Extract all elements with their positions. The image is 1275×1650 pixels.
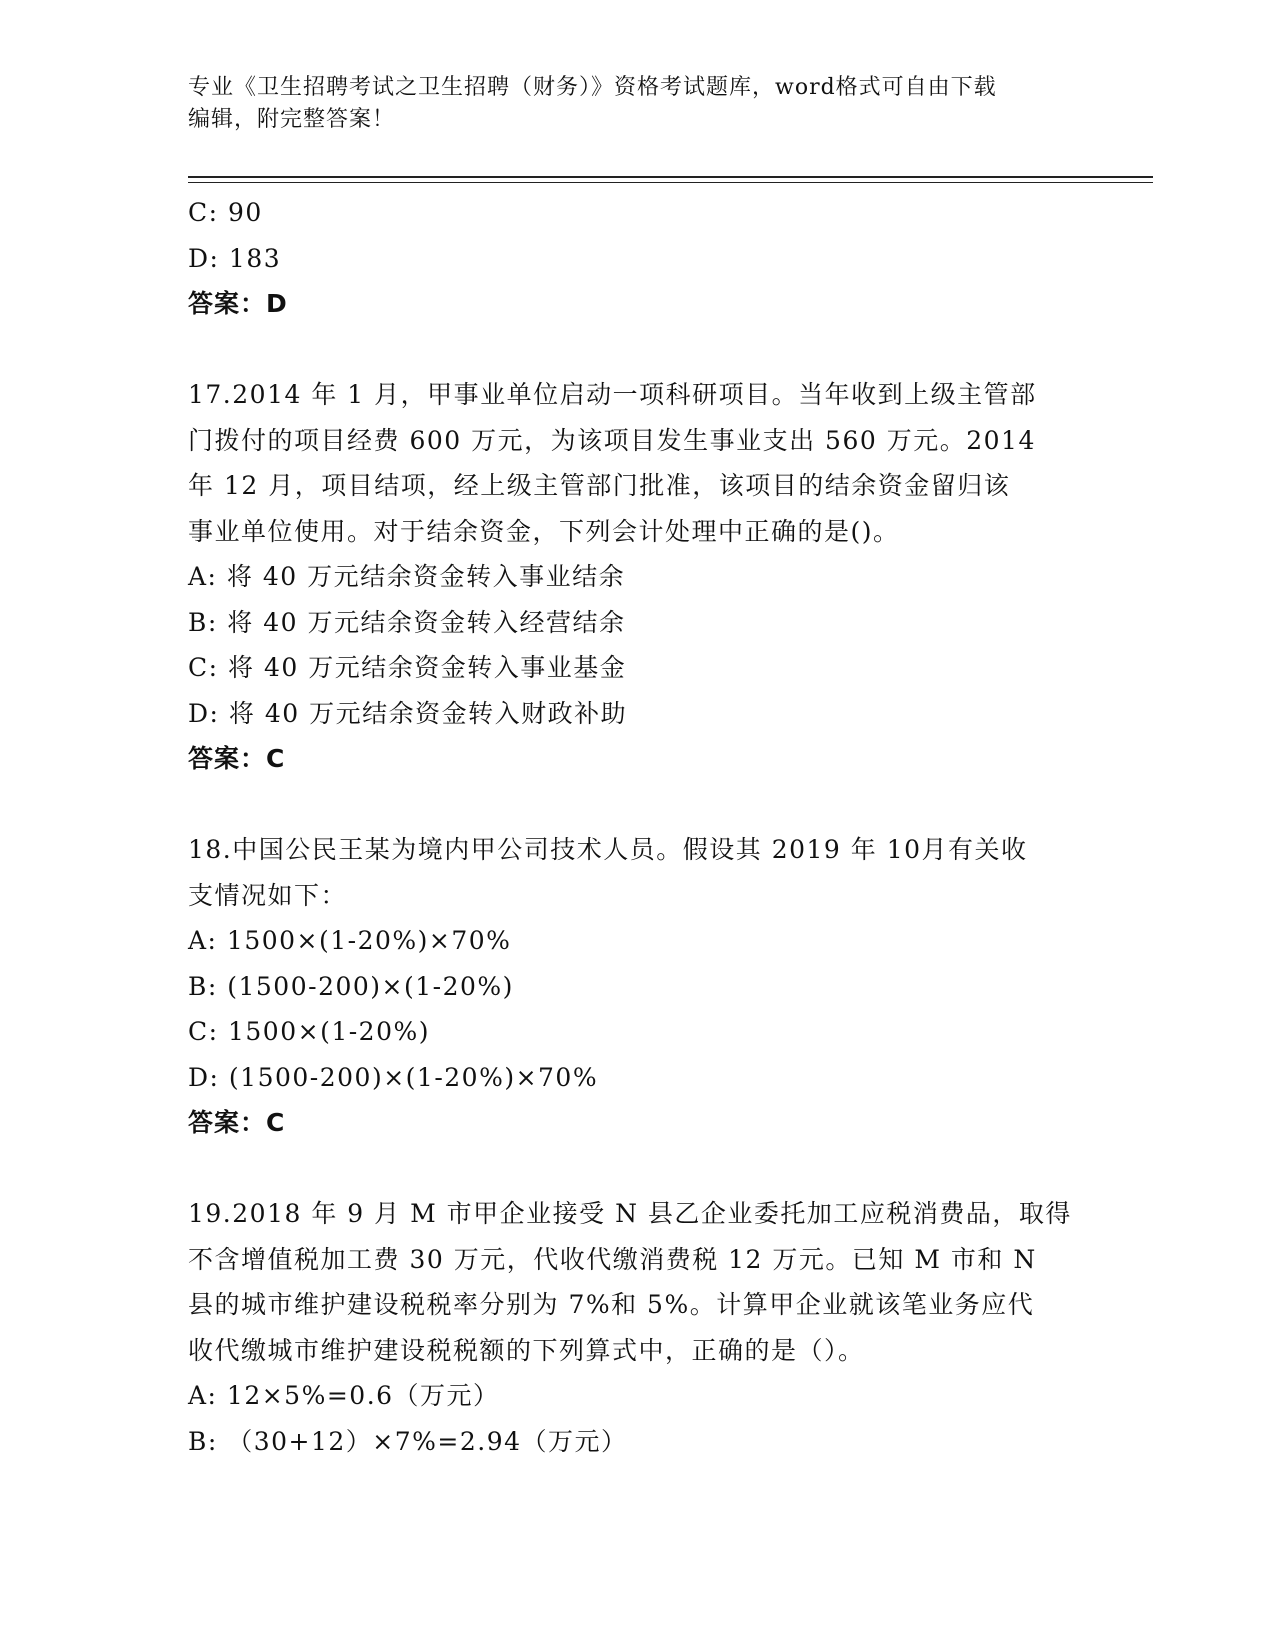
question-stem-line: 19.2018 年 9 月 M 市甲企业接受 N 县乙企业委托加工应税消费品，取得 [188,1199,1072,1228]
option-d: D: 将 40 万元结余资金转入财政补助 [188,698,628,728]
header-divider-thick [188,176,1153,178]
header-line-2: 编辑，附完整答案！ [188,107,396,132]
option-c: C: 1500×(1-20%) [188,1017,430,1046]
question-stem-line: 不含增值税加工费 30 万元，代收代缴消费税 12 万元。已知 M 市和 N [188,1244,1037,1274]
option-b: B: 将 40 万元结余资金转入经营结余 [188,607,626,637]
question-17 [188,372,1088,782]
option-d: D: (1500-200)×(1-20%)×70% [188,1062,599,1092]
question-stem-line: 收代缴城市维护建设税税额的下列算式中，正确的是（）。 [188,1335,865,1365]
header-divider-thin [188,182,1153,183]
question-stem-line: 18.中国公民王某为境内甲公司技术人员。假设其 2019 年 10月有关收 [188,835,1028,864]
option-a: A: 1500×(1-20%)×70% [188,926,512,955]
answer-line: 答案：C [188,1108,286,1137]
option-a: A: 将 40 万元结余资金转入事业结余 [188,562,626,591]
spacer [188,782,1088,828]
question-stem-line: 事业单位使用。对于结余资金，下列会计处理中正确的是()。 [188,516,900,546]
option-b: B: (1500-200)×(1-20%) [188,971,514,1001]
option-b: B: （30+12）×7%=2.94（万元） [188,1426,628,1456]
question-stem-line: 支情况如下： [188,880,348,910]
question-stem-line: 17.2014 年 1 月，甲事业单位启动一项科研项目。当年收到上级主管部 [188,380,1037,409]
question-stem-line: 县的城市维护建设税税率分别为 7%和 5%。计算甲企业就该笔业务应代 [188,1290,1035,1319]
option-c: C: 90 [188,198,263,227]
question-stem-line: 门拨付的项目经费 600 万元，为该项目发生事业支出 560 万元。2014 [188,425,1036,455]
option-a: A: 12×5%=0.6（万元） [188,1381,500,1410]
option-c: C: 将 40 万元结余资金转入事业基金 [188,653,627,682]
answer-line: 答案：C [188,744,286,773]
page-header [188,72,1088,136]
question-19 [188,1191,1088,1464]
question-stem-line: 年 12 月，项目结项，经上级主管部门批准，该项目的结余资金留归该 [188,471,1011,500]
question-18 [188,827,1088,1146]
document-body [188,190,1088,1464]
header-line-1: 专业《卫生招聘考试之卫生招聘（财务）》资格考试题库，word格式可自由下载 [188,75,997,100]
answer-line: 答案：D [188,289,288,318]
option-d: D: 183 [188,243,282,273]
spacer [188,1146,1088,1192]
spacer [188,327,1088,373]
